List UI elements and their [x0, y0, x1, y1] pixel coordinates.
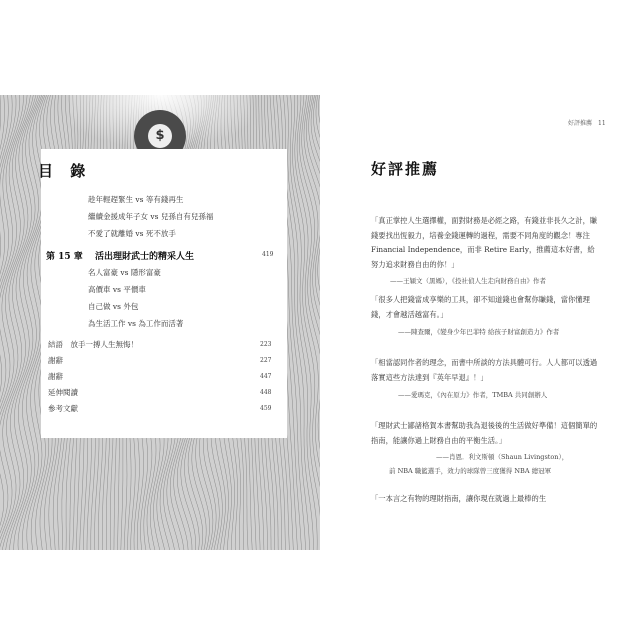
quote-text: 「相當認同作者的理念，而書中所談的方法具體可行。人人都可以透過落實這些方法達到『英年早退』！」: [371, 358, 598, 382]
recommendation-title: 好評推薦: [371, 160, 440, 178]
toc-back-item: 延伸閱讀: [48, 388, 78, 397]
dollar-icon: $: [148, 124, 172, 148]
quote-text: 「一本言之有物的理財指南，讓你現在就過上最棒的生: [371, 494, 547, 503]
chapter-label: 第 15 章: [46, 252, 83, 262]
toc-back-item: 謝辭: [48, 372, 63, 381]
quote-text: 「理財武士鄙諸格賀本書幫助我為退後後的生活做好準備！這個簡單的指南，能讓你過上財務自由的平衡生活。」: [371, 421, 598, 445]
toc-back-page: 223: [260, 341, 272, 348]
toc-subitem: 高價車 vs 平價車: [88, 285, 146, 294]
toc-back-item: 參考文獻: [48, 404, 78, 413]
toc-item: 繼續金援成年子女 vs 兒孫自有兒孫福: [88, 212, 214, 221]
quote-attribution: ——陳查爾，《變身少年巴菲特 給孩子財富創造力》作者: [398, 328, 560, 336]
quote-attribution: ——肖恩．利文斯頓（Shaun Livingston），: [436, 453, 569, 461]
toc-back-item: 結語 放手一搏人生無悔！: [48, 340, 138, 349]
quote-text: 「很多人把錢當成享樂的工具，卻不知道錢也會幫你賺錢，當你懂理錢，才會越活越富有。」: [371, 295, 590, 319]
toc-back-page: 459: [260, 405, 272, 412]
toc-subitem: 為生活工作 vs 為工作而活著: [88, 319, 184, 328]
toc-back-page: 448: [260, 389, 272, 396]
running-head: 好評推薦 11: [568, 120, 606, 127]
quote-attribution: ——王穎文（黑媽），《投社偵人生走向財務自由》作者: [390, 277, 546, 285]
quote-attribution: ——愛瑪克，《內在原力》作者，TMBA 共同創辦人: [398, 391, 548, 399]
toc-subitem: 名人富豪 vs 隱形富豪: [88, 268, 161, 277]
quote-attribution-detail: 前 NBA 職籃選手，效力的球隊曾三度獲得 NBA 總冠軍: [389, 467, 552, 475]
toc-item: 趁年輕趕緊生 vs 等有錢再生: [88, 195, 184, 204]
toc-item: 不愛了就離婚 vs 死不放手: [88, 229, 176, 238]
chapter-page-number: 419: [262, 251, 274, 258]
toc-back-page: 227: [260, 357, 272, 364]
toc-back-page: 447: [260, 373, 272, 380]
quote-text: 「真正掌控人生選擇權，面對財務是必經之路，有錢並非長久之計，賺錢要找出恆毅力，培養金錢運轉的過程，需要不同角度的觀念！專注 Financial Independence，而非 Retire Early，推薦這本好書，給努力追求財務自由的你！」: [371, 216, 598, 269]
chapter-title: 活出理財武士的精采人生: [95, 252, 195, 262]
toc-back-item: 謝辭: [48, 356, 63, 365]
toc-title: 目 錄: [38, 162, 92, 180]
toc-subitem: 自己做 vs 外包: [88, 302, 139, 311]
